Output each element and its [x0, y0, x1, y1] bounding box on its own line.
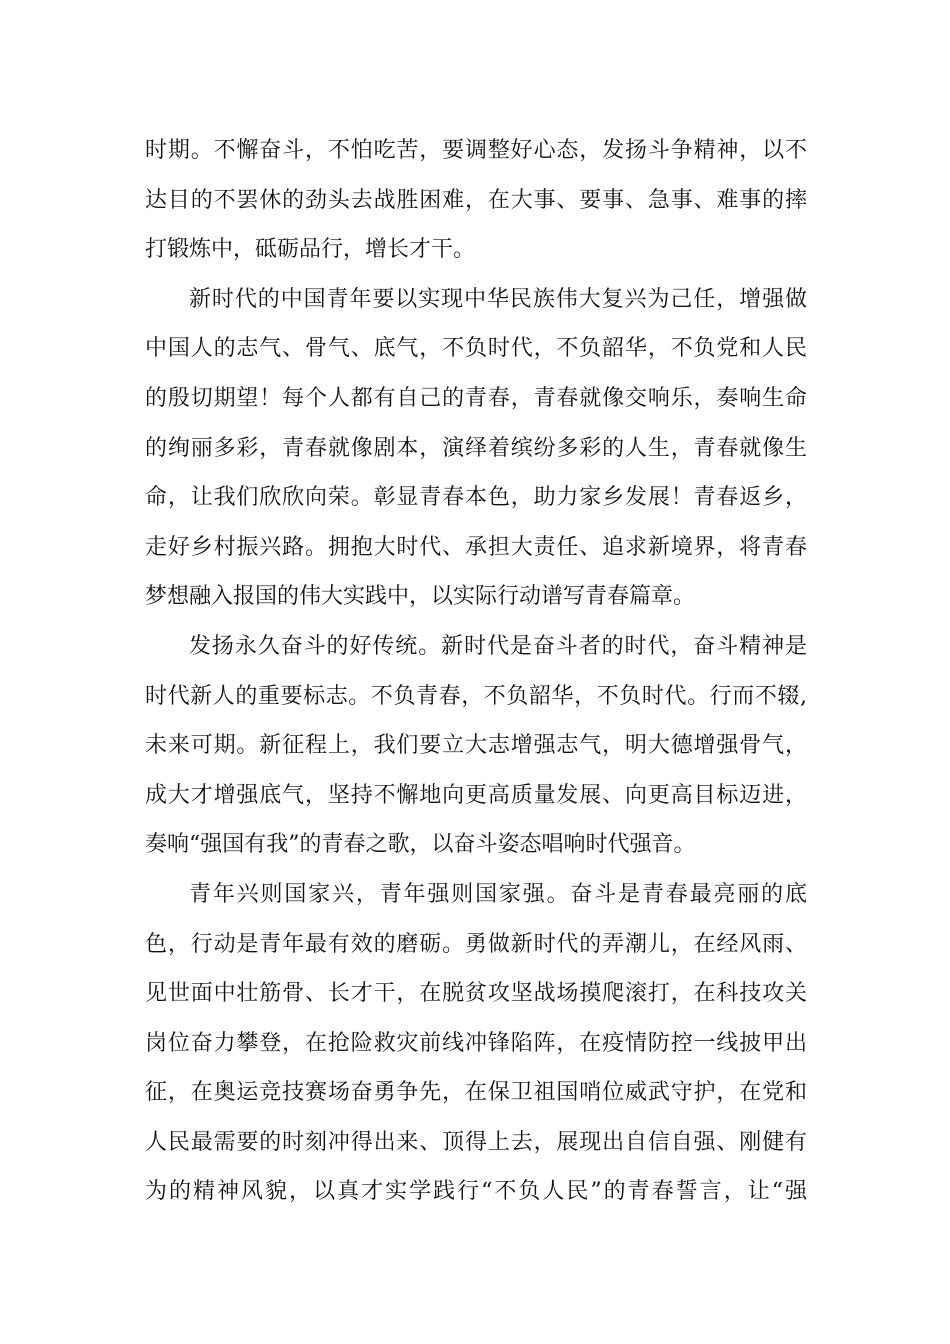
text-line: 发扬永久奋斗的好传统。新时代是奋斗者的时代，奋斗精神是 [189, 633, 807, 659]
text-line: 新时代的中国青年要以实现中华民族伟大复兴为己任，增强做 [189, 286, 807, 312]
text-line: 中国人的志气、骨气、底气，不负时代，不负韶华，不负党和人民 [145, 336, 807, 362]
text-line: 时代新人的重要标志。不负青春，不负韶华，不负时代。行而不辍, [145, 683, 807, 709]
document-body [145, 126, 807, 1217]
text-line: 岗位奋力攀登，在抢险救灾前线冲锋陷阵，在疫情防控一线披甲出 [145, 1030, 807, 1056]
text-line: 青年兴则国家兴，青年强则国家强。奋斗是青春最亮丽的底 [189, 881, 807, 907]
text-line: 人民最需要的时刻冲得出来、顶得上去，展现出自信自强、刚健有 [145, 1129, 807, 1155]
text-line: 未来可期。新征程上，我们要立大志增强志气，明大德增强骨气， [145, 733, 807, 759]
text-line: 走好乡村振兴路。拥抱大时代、承担大责任、追求新境界，将青春 [145, 534, 807, 560]
text-line: 征，在奥运竞技赛场奋勇争先，在保卫祖国哨位威武守护，在党和 [145, 1080, 807, 1106]
text-line: 成大才增强底气，坚持不懈地向更高质量发展、向更高目标迈进， [145, 782, 807, 808]
text-line: 色，行动是青年最有效的磨砺。勇做新时代的弄潮儿，在经风雨、 [145, 931, 807, 957]
text-line: 命，让我们欣欣向荣。彰显青春本色，助力家乡发展！青春返乡， [145, 485, 807, 511]
text-line: 为的精神风貌，以真才实学践行“不负人民”的青春誓言，让“强 [145, 1179, 807, 1205]
text-line: 达目的不罢休的劲头去战胜困难，在大事、要事、急事、难事的摔 [145, 187, 807, 213]
paragraph-4 [145, 870, 807, 1217]
text-line: 梦想融入报国的伟大实践中，以实际行动谱写青春篇章。 [145, 584, 696, 610]
text-line: 奏响“强国有我”的青春之歌，以奋斗姿态唱响时代强音。 [145, 832, 696, 858]
paragraph-3 [145, 622, 807, 870]
paragraph-1 [145, 126, 807, 275]
text-line: 见世面中壮筋骨、长才干，在脱贫攻坚战场摸爬滚打，在科技攻关 [145, 981, 807, 1007]
text-line: 的绚丽多彩，青春就像剧本，演绎着缤纷多彩的人生，青春就像生 [145, 435, 807, 461]
text-line: 的殷切期望！每个人都有自己的青春，青春就像交响乐，奏响生命 [145, 385, 807, 411]
text-line: 时期。不懈奋斗，不怕吃苦，要调整好心态，发扬斗争精神，以不 [145, 138, 807, 163]
text-line: 打锻炼中，砥砺品行，增长才干。 [145, 237, 476, 263]
paragraph-2 [145, 275, 807, 622]
